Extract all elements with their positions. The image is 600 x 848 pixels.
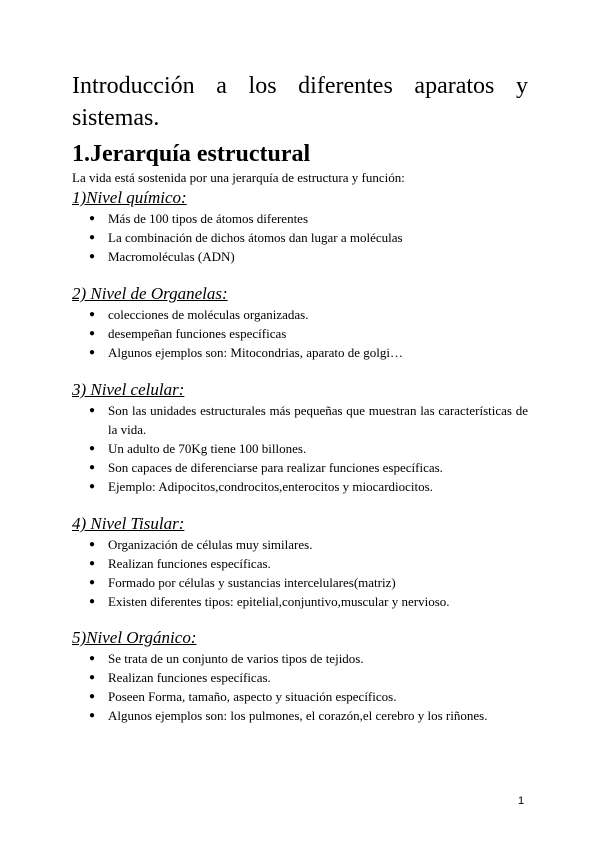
bullet-icon: ●: [89, 596, 96, 607]
list-item: ● Realizan funciones específicas.: [89, 670, 271, 685]
section-title: 5)Nivel Orgánico:: [72, 628, 197, 647]
bullet-list: [72, 401, 528, 496]
bullet-icon: ●: [89, 347, 96, 358]
section-title: 2) Nivel de Organelas:: [72, 284, 228, 303]
bullet-icon: ●: [89, 213, 96, 224]
bullet-icon: ●: [89, 232, 96, 243]
intro-text: La vida está sostenida por una jerarquía de estructura y función:: [72, 170, 405, 185]
list-item: ● desempeñan funciones específicas: [89, 326, 287, 341]
list-item: ● La combinación de dichos átomos dan lugar a moléculas: [89, 230, 403, 245]
bullet-icon: ●: [89, 710, 96, 721]
bullet-icon: ●: [89, 328, 96, 339]
title-line-1: Introducción a los diferentes aparatos y: [72, 73, 528, 99]
list-item: ● Realizan funciones específicas.: [89, 556, 271, 571]
bullet-icon: ●: [89, 462, 96, 473]
bullet-icon: ●: [89, 251, 96, 262]
bullet-list: [72, 535, 528, 611]
list-item: ● Macromoléculas (ADN): [89, 249, 235, 264]
document-title: [72, 70, 528, 134]
section-nivel-quimico: [72, 187, 528, 266]
bullet-list: [72, 209, 528, 266]
list-item: ● Son capaces de diferenciarse para realizar funciones específicas.: [89, 460, 443, 475]
list-item: ● Un adulto de 70Kg tiene 100 billones.: [89, 441, 307, 456]
section-nivel-tisular: [72, 513, 528, 611]
list-item: ● Son las unidades estructurales más pequeñas que muestran las características de la vida.: [89, 403, 528, 437]
bullet-icon: ●: [89, 691, 96, 702]
section-title: 4) Nivel Tisular:: [72, 514, 185, 533]
section-nivel-organico: [72, 627, 528, 725]
bullet-icon: ●: [89, 672, 96, 683]
list-item: ● Organización de células muy similares.: [89, 537, 313, 552]
list-item: ● Formado por células y sustancias intercelulares(matriz): [89, 575, 396, 590]
section-nivel-celular: [72, 379, 528, 496]
section-title: 1)Nivel químico:: [72, 188, 187, 207]
list-item: ● Existen diferentes tipos: epitelial,conjuntivo,muscular y nervioso.: [89, 594, 450, 609]
bullet-icon: ●: [89, 539, 96, 550]
title-line-2: sistemas.: [72, 105, 160, 131]
section-nivel-organelas: [72, 283, 528, 362]
bullet-list: [72, 649, 528, 725]
bullet-icon: ●: [89, 309, 96, 320]
bullet-icon: ●: [89, 558, 96, 569]
list-item: ● Poseen Forma, tamaño, aspecto y situación específicos.: [89, 689, 397, 704]
list-item: ● Ejemplo: Adipocitos,condrocitos,enterocitos y miocardiocitos.: [89, 479, 433, 494]
list-item: ● colecciones de moléculas organizadas.: [89, 307, 309, 322]
list-item: ● Más de 100 tipos de átomos diferentes: [89, 211, 309, 226]
page-number: 1: [518, 795, 525, 807]
bullet-icon: ●: [89, 481, 96, 492]
list-item: ● Algunos ejemplos son: los pulmones, el corazón,el cerebro y los riñones.: [89, 708, 488, 723]
section-title: 3) Nivel celular:: [72, 380, 185, 399]
bullet-list: [72, 305, 528, 362]
bullet-icon: ●: [89, 653, 96, 664]
list-item: ● Algunos ejemplos son: Mitocondrias, aparato de golgi…: [89, 345, 403, 360]
bullet-icon: ●: [89, 577, 96, 588]
bullet-icon: ●: [89, 405, 96, 416]
list-item: ● Se trata de un conjunto de varios tipos de tejidos.: [89, 651, 364, 666]
section-heading: 1.Jerarquía estructural: [72, 141, 311, 167]
bullet-icon: ●: [89, 443, 96, 454]
